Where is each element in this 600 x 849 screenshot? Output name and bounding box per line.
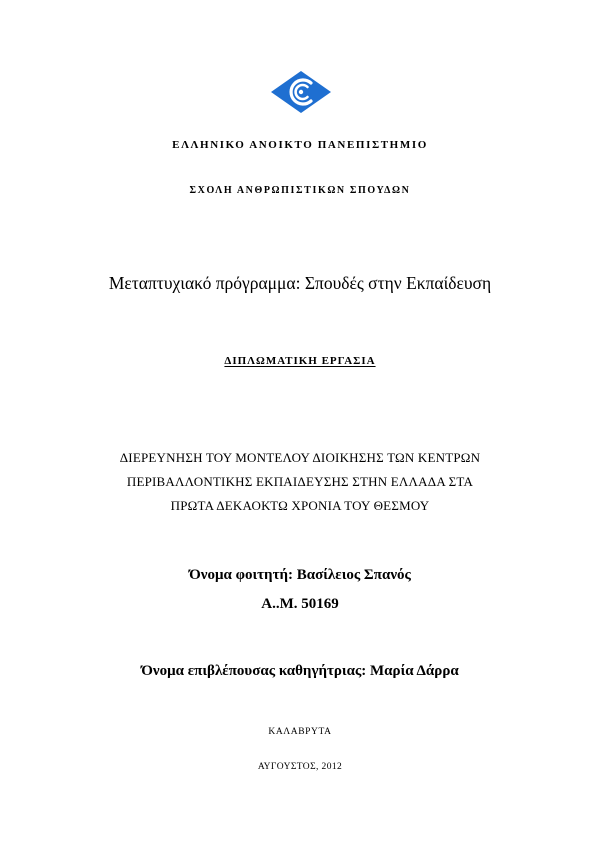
place: ΚΑΛΑΒΡΥΤΑ: [268, 727, 332, 737]
student-name: Όνομα φοιτητή: Βασίλειος Σπανός: [189, 567, 411, 583]
university-logo-icon: [270, 70, 332, 114]
thesis-title-line-2: ΠΕΡΙΒΑΛΛΟΝΤΙΚΗΣ ΕΚΠΑΙΔΕΥΣΗΣ ΣΤΗΝ ΕΛΛΑΔΑ ΣΤΑ: [126, 474, 474, 489]
thesis-type-heading: [0, 355, 600, 367]
thesis-type-text: ΔΙΠΛΩΜΑΤΙΚΗ ΕΡΓΑΣΙΑ: [224, 355, 376, 367]
school-name: ΣΧΟΛΗ ΑΝΘΡΩΠΙΣΤΙΚΩΝ ΣΠΟΥΔΩΝ: [189, 185, 411, 196]
university-name: ΕΛΛΗΝΙΚΟ ΑΝΟΙΚΤΟ ΠΑΝΕΠΙΣΤΗΜΙΟ: [172, 139, 428, 151]
program-name: Μεταπτυχιακό πρόγραμμα: Σπουδές στην Εκπαίδευση: [108, 273, 492, 293]
thesis-title-line-3: ΠΡΩΤΑ ΔΕΚΑΟΚΤΩ ΧΡΟΝΙΑ ΤΟΥ ΘΕΣΜΟΥ: [170, 498, 430, 513]
supervisor-name: Όνομα επιβλέπουσας καθηγήτριας: Μαρία Δάρρα: [141, 663, 459, 679]
thesis-title-line-1: ΔΙΕΡΕΥΝΗΣΗ ΤΟΥ ΜΟΝΤΕΛΟΥ ΔΙΟΙΚΗΣΗΣ ΤΩΝ ΚΕΝΤΡΩΝ: [119, 450, 481, 465]
student-id: Α..Μ. 50169: [261, 596, 339, 612]
date: ΑΥΓΟΥΣΤΟΣ, 2012: [257, 762, 343, 772]
